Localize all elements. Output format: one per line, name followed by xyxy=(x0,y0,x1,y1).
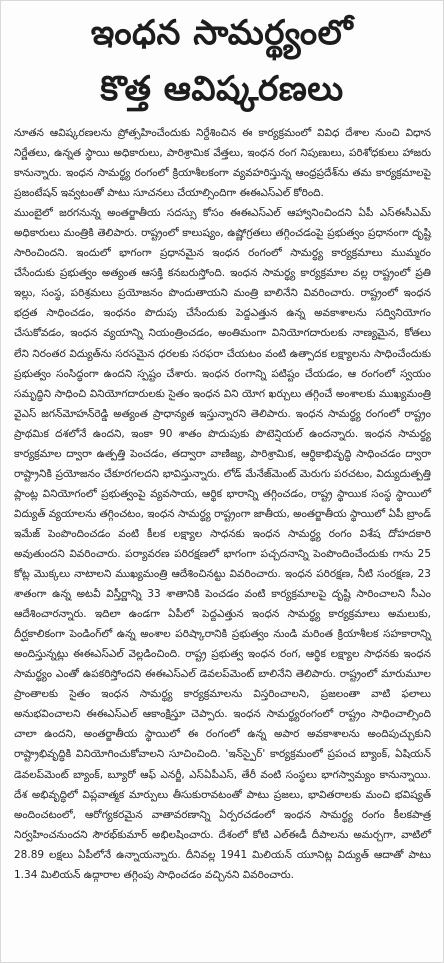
headline-line-2: కొత్త ఆవిష్కరణలు xyxy=(100,69,344,109)
article-body xyxy=(14,123,431,885)
article-paragraph-1: నూతన ఆవిష్కరణలను ప్రోత్సహించేందుకు నిర్దేశించిన ఈ కార్యక్రమంలో వివిధ దేశాల నుంచి విధాన నిర్ణేతలు, ఉన్నత స్థాయి అధికారులు, పారిశ్రామిక వేత్తలు, ఇంధన రంగ నిపుణులు, పరిశోధకులు హాజరు కానున్నారు. ఇంధన సామర్థ్య రంగంలో క్రియాశీలకంగా వ్యవహరిస్తున్న ఆంధ్రప్రదేశ్‌ను తమ కార్యక్రమాలపై ప్రజంటేషన్ ఇవ్వటంతో పాటు సూచనలు చేయాల్సిందిగా ఈఈఎస్ఎల్ కోరింది. xyxy=(14,127,431,200)
article-paragraph-2: ముంబైలో జరగనున్న అంతర్జాతీయ సదస్సు కోసం ఈఈఎస్ఎల్ ఆహ్వానించిందని ఏపీ ఎస్ఈసీఎమ్ అధికారులు మంత్రికి తెలిపారు. రాష్ట్రంలో కాలుష్యం, ఉష్ణోగ్రతలు తగ్గించడంపై ప్రభుత్వం ప్రధానంగా దృష్టి సారించిందని. ఇందులో భాగంగా ప్రధానమైన ఇంధన రంగంలో సామర్థ్య కార్యక్రమాలు ముమ్మరం చేసేందుకు ప్రభుత్వం అత్యంత ఆసక్తి కనబరుస్తోంది. ఇంధన సామర్థ్య కార్యక్రమాల వల్ల రాష్ట్రంలో ప్రతి ఇల్లు, సంస్థ, పరిశ్రమలు ప్రయోజనం పొందుతాయని మంత్రి బాలినేని వివరించారు. రాష్ట్రంలో ఇంధన భద్రత సాధించడం, ఇంధనం పొదుపు చేసేందుకు పెద్దఎత్తున ఉన్న అవకాశాలను సద్వినియోగం చేసుకోవడం, ఇంధన వ్యయాన్ని నియంత్రించడం, అంతిమంగా వినియోగదారులకు నాణ్యమైన, కోతలు లేని నిరంతర విద్యుత్‌ను సరసమైన ధరలకు సరఫరా చేయటం వంటి ఉత్పాదక లక్ష్యాలను సాధించేందుకు ప్రభుత్వం సంసిద్ధంగా ఉందని స్పష్టం చేశారు. ఇంధన రంగాన్ని పటిష్టం చేయడం, ఆ రంగంలో స్వయం సమృద్ధిని సాధించి వినియోగదారులకు సైతం ఇంధన విని యోగ ఖర్చులు తగ్గించే అంశాలకు ముఖ్యమంత్రి వైఎస్ జగన్‌మోహన్‌రెడ్డి అత్యంత ప్రాధాన్యత ఇస్తున్నారని తెలిపారు. ఇంధన సామర్థ్య రంగంలో రాష్ట్రం ప్రాథమిక దశలోనే ఉందని, ఇంకా 90 శాతం పొదుపుకు పొటెన్షియల్ ఉందన్నారు. ఇంధన సామర్థ్య కార్యక్రమాల ద్వారా ఉత్పత్తి పెంచడం, తద్వారా వాణిజ్య, పారిశ్రామిక, ఆర్థికాభివృద్ధి సాధించడం ద్వారా రాష్ట్రానికి ప్రయోజనం చేకూరగలదని భావిస్తున్నారు. లోడ్ మేనేజ్‌మెంట్ మెరుగు పరచటం, విద్యుదుత్పత్తి ప్లాంట్ల వినియోగంలో ప్రభుత్వంపై వ్యవసాయ, ఆర్థిక భారాన్ని తగ్గించడం, రాష్ట్ర స్థాయిక సంస్థ స్థాయిలో విద్యుత్ వ్యయాలను తగ్గించటం, ఇంధన సామర్థ్య రాష్ట్రంగా జాతీయ, అంతర్జాతీయ స్థాయిలో ఏపీ బ్రాండ్ ఇమేజ్ పెంపొందించడం వంటి కీలక లక్ష్యాల సాధనకు ఇంధన సామర్థ్య రంగం విశేష దోహదకారి అవుతుందని వివరించారు. పర్యావరణ పరిరక్షణలో భాగంగా పచ్చదనాన్ని పెంపొందించేందుకు గాను 25 కోట్ల మొక్కలు నాటాలని ముఖ్యమంత్రి ఆదేశించినట్టు వివరించారు. ఇంధన పరిరక్షణ, నీటి సంరక్షణ, 23 శాతంగా ఉన్న అటవీ విస్తీర్ణాన్ని 33 శాతానికి పెంచడం వంటి కార్యక్రమాలపై దృష్టి సారించాలని సీఎం ఆదేశించారన్నారు. ఇదిలా ఉండగా ఏపీలో పెద్దఎత్తున ఇంధన సామర్థ్య కార్యక్రమాలు అమలుకు, దీర్ఘకాలికంగా పెండింగ్‌లో ఉన్న అంశాల పరిష్కారానికి ప్రభుత్వం నుండి మరింత క్రియాశీలక సహకారాన్ని అందిస్తున్నట్లు ఈఈఎస్ఎల్ వెల్లడించింది. రాష్ట్ర ప్రభుత్వ ఇంధన రంగ, ఆర్థిక లక్ష్యాల సాధనకు ఇంధన సామర్థ్యం ఎంతో ఉపకరిస్తోందని ఈఈఎస్ఎల్ డెవలప్‌మెంట్ బాలినేని తెలిపారు. రాష్ట్రంలో మారుమూల ప్రాంతాలకు సైతం ఇంధన సామర్థ్య కార్యక్రమాలను విస్తరించాలని, ప్రజలంతా వాటి ఫలాలు అనుభవించాలని ఈఈఎస్ఎల్ ఆకాంక్షిస్తూ చెప్పారు. ఇంధన సామర్థ్యరంగంలో రాష్ట్రం సాధించాల్సింది చాలా ఉందని, అంతర్జాతీయ స్థాయిలో ఈ రంగంలో ఉన్న అపార అవకాశాలను అందిపుచ్చుకుని రాష్ట్రాభివృద్ధికి వినియోగించుకోవాలని సూచించింది. 'ఇన్‌స్పైర్' కార్యక్రమంలో ప్రపంచ బ్యాంక్, ఏషియన్ డెవలప్‌మెంట్ బ్యాంక్, బ్యూరో ఆఫ్ ఎనర్జీ, ఎస్ఏపీఎస్, తేరీ వంటి సంస్థలు భాగస్వామ్యం కానున్నాయి. దేశ అభివృద్ధిలో విప్లవాత్మక మార్పులు తీసుకురావటంతో పాటు ప్రజలు, భావితరాలకు మంచి భవిష్యత్ అందించటంలో, ఆరోగ్యకరమైన వాతావరణాన్ని ఏర్పరచడంలో ఇంధన సామర్థ్య రంగం కీలకపాత్ర నిర్వహించనుందని సౌరభ్‌కుమార్ అభిలషించారు. దేశంలో కోటి ఎల్ఈడీ దీపాలను అమర్చగా, వాటిలో 28.89 లక్షలు ఏపీలోనే ఉన్నాయన్నారు. దీనివల్ల 1941 మిలియన్ యూనిట్ల విద్యుత్ ఆదాతో పాటు 1.34 మిలియన్ ఉద్గారాల తగ్గింపు సాధించడం వచ్చినని వివరించారు. xyxy=(14,207,431,881)
headline-line-1: ఇంధన సామర్థ్యంలో xyxy=(90,13,354,53)
